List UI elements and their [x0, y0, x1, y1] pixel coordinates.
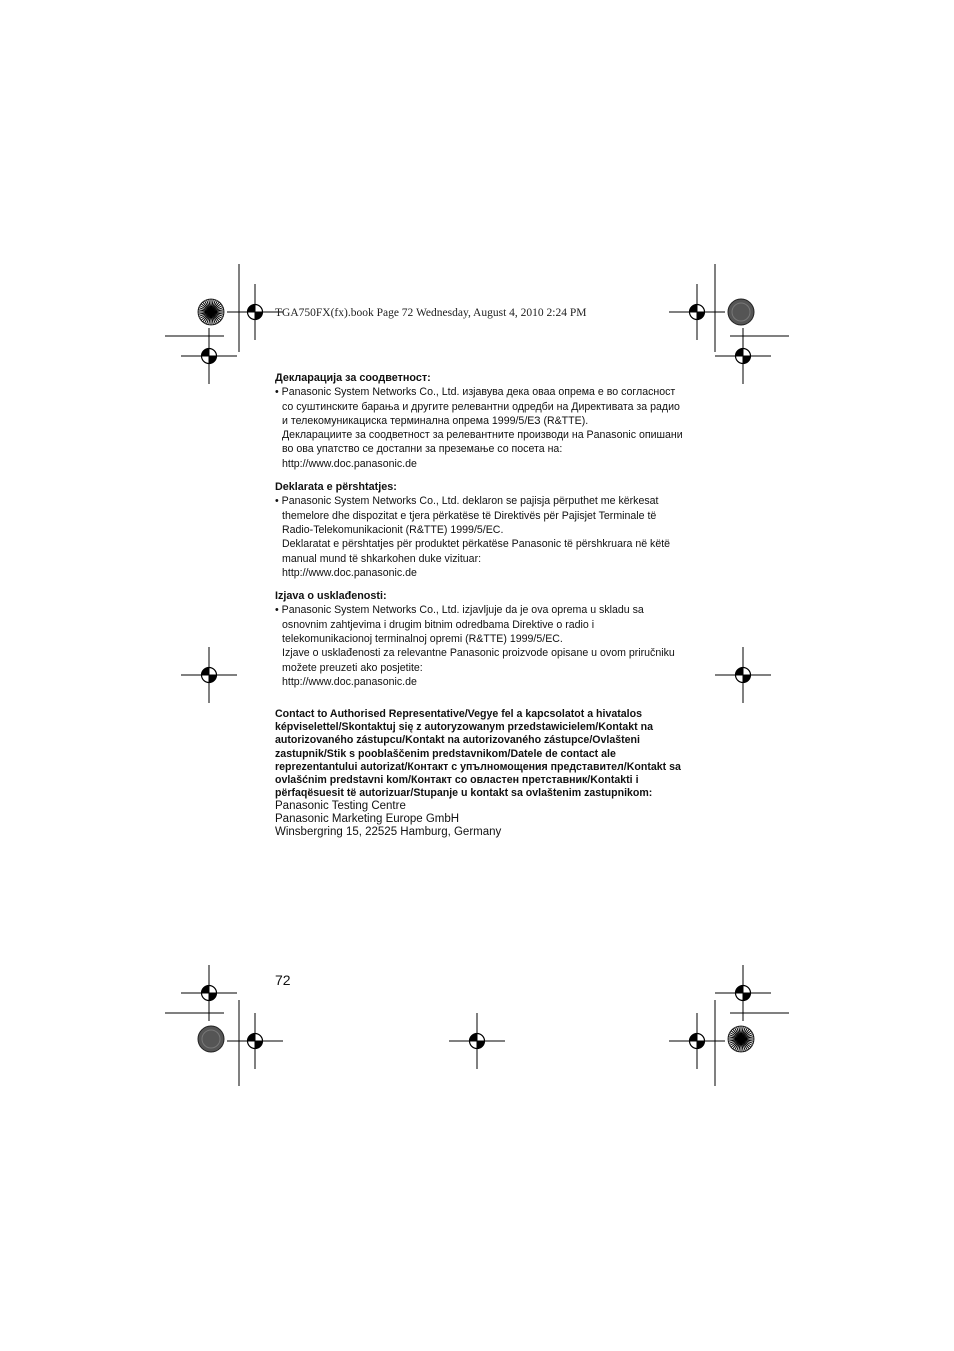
registration-quadrant-icon [248, 1034, 256, 1042]
registration-quadrant-icon [209, 356, 217, 364]
section-url: http://www.doc.panasonic.de [282, 457, 417, 470]
section-title: Deklarata e përshtatjes: [275, 481, 397, 494]
section-bullet: • Panasonic System Networks Co., Ltd. изјавува дека оваа опрема е во согласност со суштинските барања и другите релевантни одредби на Директивата за радио и телекомуникациска терминална опрема 1999/5/ЕЗ (R&TTE). [275, 386, 680, 427]
address-line: Winsbergring 15, 22525 Hamburg, Germany [275, 826, 502, 839]
registration-quadrant-icon [202, 349, 210, 357]
registration-quadrant-icon [743, 675, 751, 683]
registration-quadrant-icon [736, 668, 744, 676]
registration-quadrant-icon [202, 668, 210, 676]
section-note: Izjave o usklađenosti za relevantne Panasonic proizvode opisane u ovom priručniku možete preuzeti ako posjetite: [282, 647, 675, 674]
section-bosnian [275, 589, 685, 689]
registration-quadrant-icon [255, 1041, 263, 1049]
registration-quadrant-icon [690, 1034, 698, 1042]
registration-quadrant-icon [209, 993, 217, 1001]
registration-quadrant-icon [743, 356, 751, 364]
section-title: Izjava o usklađenosti: [275, 590, 387, 603]
section-bullet: • Panasonic System Networks Co., Ltd. deklaron se pajisja përputhet me kërkesat themelore dhe dispozitat e tjera përkatëse të Direktivës për Pajisjet Terminale të Radio-Telekomunikacionit (R&TTE) 1999/5/EC. [275, 495, 659, 536]
section-macedonian [275, 371, 685, 471]
registration-quadrant-icon [470, 1034, 478, 1042]
section-albanian [275, 480, 685, 580]
address-line: Panasonic Marketing Europe GmbH [275, 813, 460, 826]
document-body [275, 371, 685, 840]
contact-title: Contact to Authorised Representative/Vegye fel a kapcsolatot a hivatalos képviselettel/Skontaktuj się z autoryzowanym przedstawicielem/Kontakt na autorizovaného zástupcu/Kontakt na autorizovaného zástupce/Ovlašteni zastupnik/Stik s pooblaščenim predstavnikom/Datele de contact ale reprezentantului autorizat/Контакт с упълномощения представител/Kontakt sa ovlašćnim predstavni kom/Контакт со овластен претставник/Kontakti i përfaqësuesit të autorizuar/Stupanje u kontakt sa ovlaštenim zastupnikom: [275, 708, 681, 799]
registration-quadrant-icon [202, 986, 210, 994]
registration-quadrant-icon [477, 1041, 485, 1049]
section-note: Deklaratat e përshtatjes për produktet përkatëse Panasonic të përshkruara në këtë manual mund të shkarkohen duke vizituar: [282, 538, 671, 565]
address-line: Panasonic Testing Centre [275, 799, 406, 812]
registration-quadrant-icon [743, 993, 751, 1001]
contact-address [275, 800, 685, 840]
section-url: http://www.doc.panasonic.de [282, 566, 417, 579]
registration-quadrant-icon [697, 312, 705, 320]
registration-quadrant-icon [697, 1041, 705, 1049]
section-bullet: • Panasonic System Networks Co., Ltd. izjavljuje da je ova oprema u skladu sa osnovnim zahtjevima i drugim bitnim odredbama Direktive o radio i telekomunikacionoj terminalnoj opremi (R&TTE) 1999/5/EC. [275, 604, 644, 646]
registration-quadrant-icon [736, 349, 744, 357]
section-title: Декларација за соодветност: [275, 372, 431, 384]
running-head: TGA750FX(fx).book Page 72 Wednesday, August 4, 2010 2:24 PM [275, 307, 587, 319]
section-url: http://www.doc.panasonic.de [282, 675, 417, 688]
section-note: Декларациите за соодветност за релевантните производи на Panasonic опишани во ова упатство се достапни за преземање со посета на: [282, 429, 683, 456]
registration-quadrant-icon [690, 305, 698, 313]
registration-quadrant-icon [248, 305, 256, 313]
registration-quadrant-icon [255, 312, 263, 320]
registration-quadrant-icon [736, 986, 744, 994]
registration-quadrant-icon [209, 675, 217, 683]
page-number: 72 [275, 972, 291, 988]
